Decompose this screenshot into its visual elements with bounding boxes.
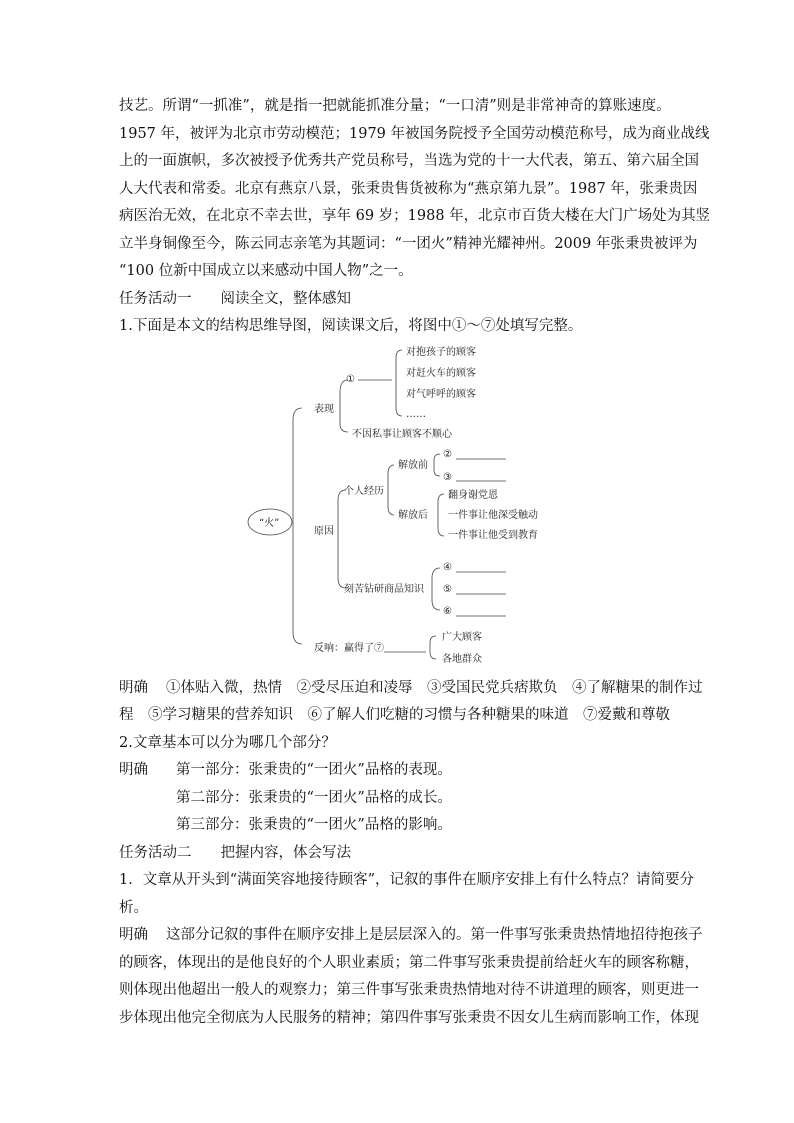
center-label: “火” xyxy=(259,518,280,529)
main-bracket xyxy=(293,408,302,644)
jiefanghou-item-3: 一件事让他受到教育 xyxy=(448,530,538,541)
answer-1-line-1 xyxy=(119,678,703,698)
task1-title: 任务活动一 阅读全文，整体感知 xyxy=(119,291,351,307)
task2-answer-line-1 xyxy=(119,925,703,945)
b1-items-bracket xyxy=(396,350,402,416)
answer-1-text-1: ①体贴入微，热情 ②受尽压迫和凌辱 ③受国民党兵痞欺负 ④了解糖果的制作过 xyxy=(166,680,703,696)
answer-1-label: 明确 xyxy=(119,680,148,696)
yuanyin-bracket xyxy=(338,490,346,588)
biaoxian-bracket xyxy=(340,380,348,432)
jiefanghou-bracket xyxy=(438,494,444,536)
jiefangqian-label: 解放前 xyxy=(398,460,428,471)
biaoxian-label: 表现 xyxy=(314,404,334,415)
yuanyin-label: 原因 xyxy=(314,526,334,537)
blank-5-marker: ⑤ xyxy=(443,584,452,595)
intro-line-2: 1957 年，被评为北京市劳动模范；1979 年被国务院授予全国劳动模范称号，成为商业战线 xyxy=(119,126,710,142)
b1-item-3: 对气呼呼的顾客 xyxy=(406,389,476,400)
task2-question-1-line-2: 析。 xyxy=(119,900,148,916)
kezhi-bracket xyxy=(432,568,440,610)
kezhi-label: 刻苦钻研商品知识 xyxy=(344,584,424,595)
intro-line-3: 上的一面旗帜，多次被授予优秀共产党员称号，当选为党的十一大代表，第五、第六届全国 xyxy=(119,153,699,169)
q2-part-3: 第三部分：张秉贵的“一团火”品格的影响。 xyxy=(176,817,452,833)
task2-title: 任务活动二 把握内容，体会写法 xyxy=(119,845,351,861)
fanxiang-item-1: 广大顾客 xyxy=(442,632,482,643)
b1-item-2: 对赶火车的顾客 xyxy=(406,368,476,379)
blank-4-marker: ④ xyxy=(443,562,452,573)
fanxiang-item-2: 各地群众 xyxy=(442,654,482,665)
task2-answer-line-3: 则体现出他超出一般人的观察力；第三件事写张秉贵热情地对待不讲道理的顾客，则更进一 xyxy=(119,982,699,998)
jiefanghou-item-2: 一件事让他深受触动 xyxy=(448,510,538,521)
intro-line-6: 立半身铜像至今，陈云同志亲笔为其题词：“一团火”精神光耀神州。2009 年张秉贵被评为 xyxy=(119,236,698,252)
task2-answer-label: 明确 xyxy=(119,927,148,943)
blank-6-marker: ⑥ xyxy=(443,606,452,617)
task2-answer-text-1: 这部分记叙的事件在顺序安排上是层层深入的。第一件事写张秉贵热情地招待抱孩子 xyxy=(166,927,703,943)
intro-line-4: 人大代表和常委。北京有燕京八景，张秉贵售货被称为“燕京第九景”。1987 年，张秉贵因 xyxy=(119,181,698,197)
q2-answer-label: 明确 xyxy=(119,762,148,778)
task2-answer-line-4: 步体现出他完全彻底为人民服务的精神；第四件事写张秉贵不因女儿生病而影响工作，体现 xyxy=(119,1010,699,1026)
fanxiang-label: 反响：赢得了⑦ xyxy=(314,643,384,654)
fanxiang-bracket xyxy=(430,636,436,659)
question-2: 2.文章基本可以分为哪几个部分？ xyxy=(119,735,336,751)
jiefanghou-item-1: 翻身谢党恩 xyxy=(448,490,498,501)
task2-question-1-line-1: 1．文章从开头到“满面笑容地接待顾客”，记叙的事件在顺序安排上有什么特点？请简要分 xyxy=(119,872,695,888)
blank-3-marker: ③ xyxy=(443,472,452,483)
task2-answer-line-2: 的顾客，体现出的是他良好的个人职业素质；第二件事写张秉贵提前给赶火车的顾客称糖， xyxy=(119,955,699,971)
b1-item-1: 对抱孩子的顾客 xyxy=(406,347,476,358)
answer-1-line-2: 程 ⑤学习糖果的营养知识 ⑥了解人们吃糖的习惯与各种糖果的味道 ⑦爱戴和尊敬 xyxy=(119,707,670,723)
intro-line-1: 技艺。所谓“一抓准”，就是指一把就能抓准分量；“一口清”则是非常神奇的算账速度。 xyxy=(119,98,671,114)
geren-bracket xyxy=(388,465,394,515)
blank-1-marker: ① xyxy=(346,374,355,385)
geren-label: 个人经历 xyxy=(344,486,384,497)
q2-part-1: 第一部分：张秉贵的“一团火”品格的表现。 xyxy=(176,762,452,778)
blank-2-marker: ② xyxy=(443,449,452,460)
biaoxian-item-2: 不因私事让顾客不顺心 xyxy=(352,429,452,440)
intro-line-5: 病医治无效，在北京不幸去世，享年 69 岁；1988 年，北京市百货大楼在大门广场处为其竖 xyxy=(119,208,711,224)
task1-question-1: 1.下面是本文的结构思维导图，阅读课文后，将图中①～⑦处填写完整。 xyxy=(119,318,583,334)
q2-part-2: 第二部分：张秉贵的“一团火”品格的成长。 xyxy=(176,790,452,806)
jiefangqian-bracket xyxy=(434,454,440,476)
jiefanghou-label: 解放后 xyxy=(398,510,428,521)
intro-line-7: “100 位新中国成立以来感动中国人物”之一。 xyxy=(119,263,413,279)
b1-item-4: …… xyxy=(406,409,426,420)
